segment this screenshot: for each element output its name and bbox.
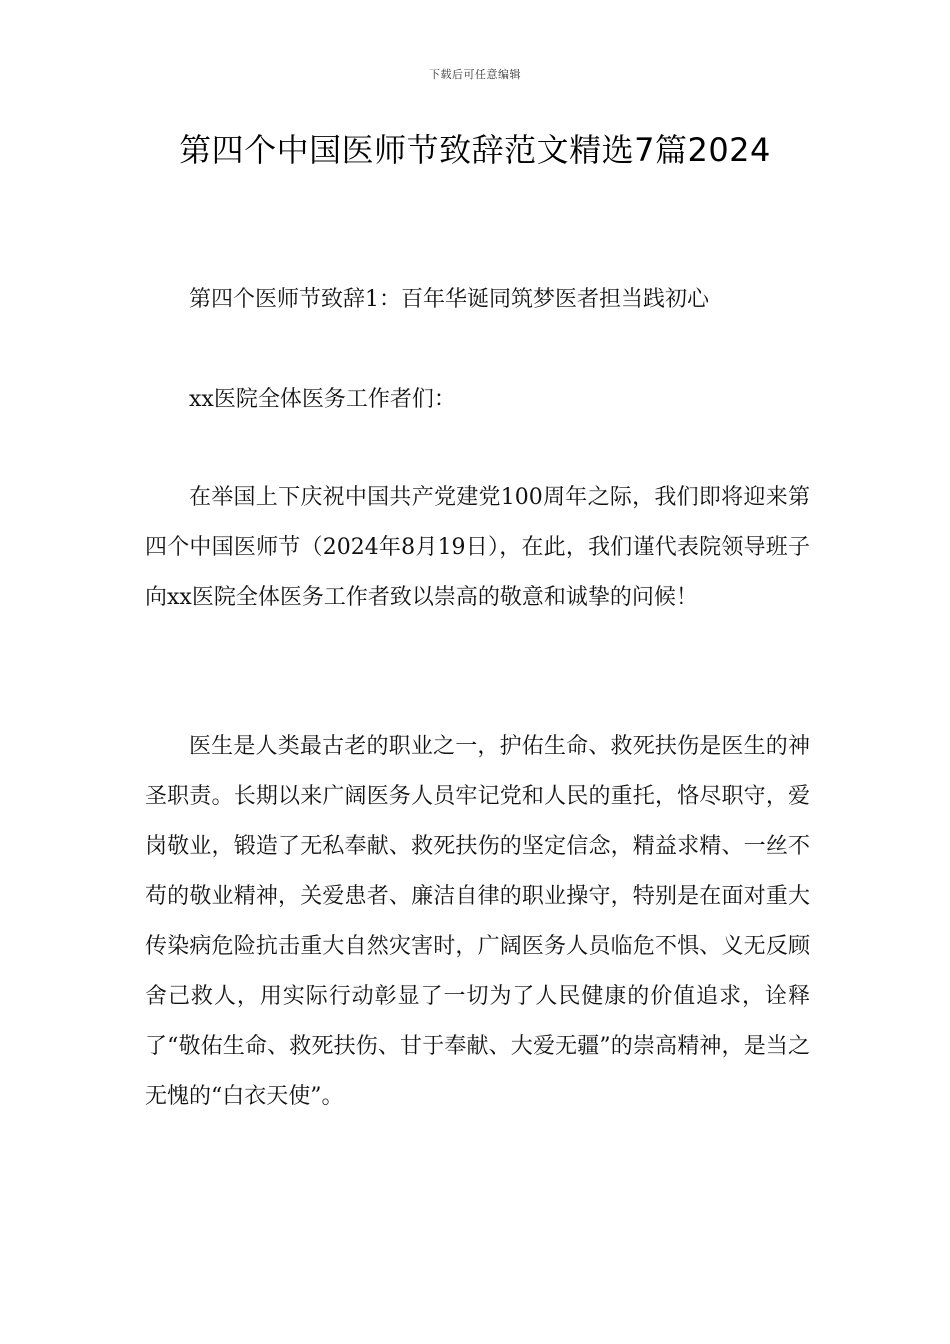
section-heading: 第四个医师节致辞1：百年华诞同筑梦医者担当践初心 xyxy=(189,287,709,312)
document-title: 第四个中国医师节致辞范文精选7篇2024 xyxy=(179,131,771,169)
paragraph: 医生是人类最古老的职业之一，护佑生命、救死扶伤是医生的神圣职责。长期以来广阔医务人员牢记党和人民的重托，恪尽职守，爱岗敬业，锻造了无私奉献、救死扶伤的坚定信念，精益求精、一丝不苟的敬业精神，关爱患者、廉洁自律的职业操守，特别是在面对重大传染病危险抗击重大自然灾害时，广阔医务人员临危不惧、义无反顾舍己救人，用实际行动彰显了一切为了人民健康的价值追求，诠释了“敬佑生命、救死扶伤、甘于奉献、大爱无疆”的崇高精神，是当之无愧的“白衣天使”。 xyxy=(145,734,810,1109)
header-note: 下载后可任意编辑 xyxy=(429,68,521,81)
salutation: xx医院全体医务工作者们： xyxy=(189,387,456,412)
paragraph: 在举国上下庆祝中国共产党建党100周年之际，我们即将迎来第四个中国医师节（2024年8月19日），在此，我们谨代表院领导班子向xx医院全体医务工作者致以崇高的敬意和诚挚的问候！ xyxy=(145,485,810,610)
